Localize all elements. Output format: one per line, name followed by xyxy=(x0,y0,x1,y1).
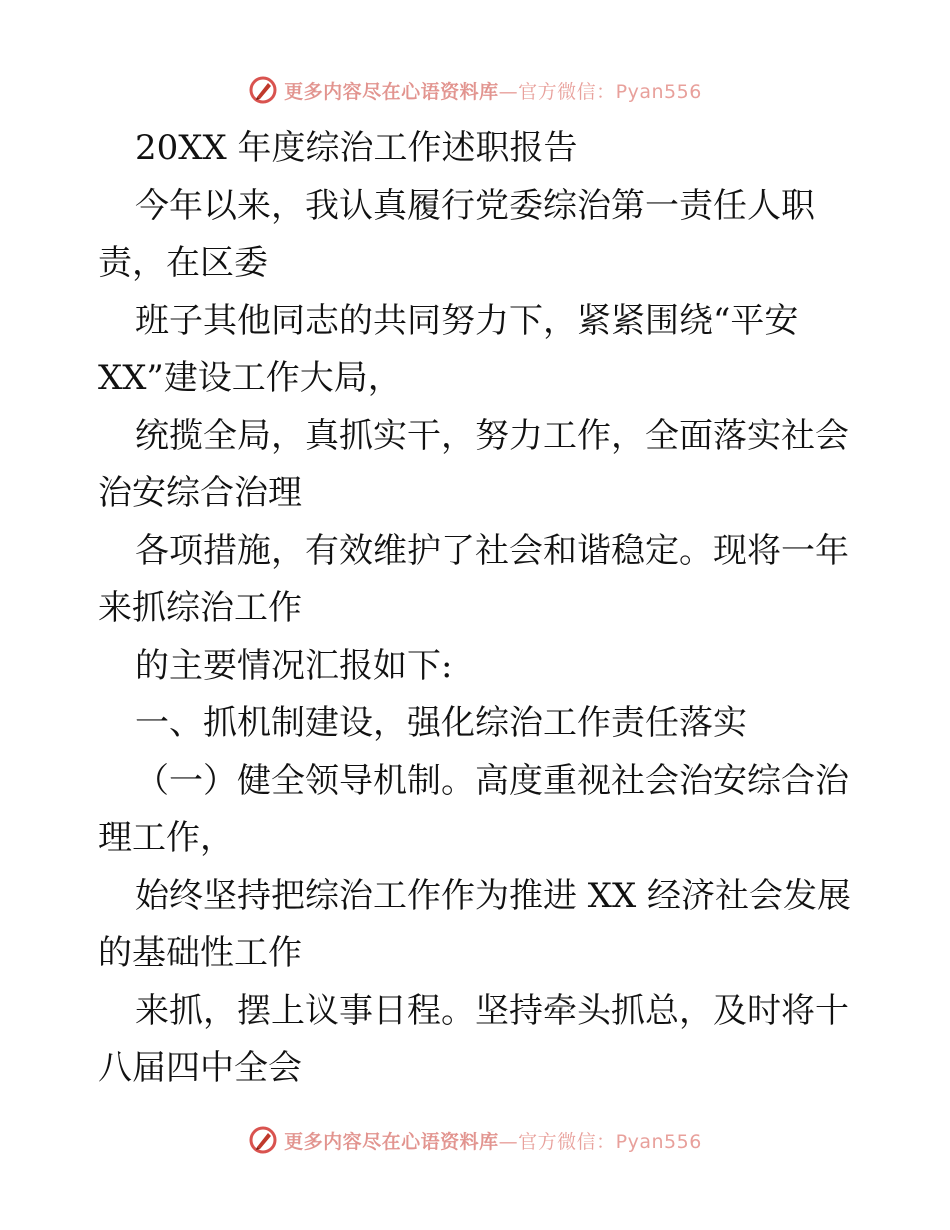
document-line: 统揽全局，真抓实干，努力工作，全面落实社会 xyxy=(135,415,849,456)
document-line: 一、抓机制建设，强化综治工作责任落实 xyxy=(135,703,747,743)
watermark-text xyxy=(284,77,702,104)
watermark-suffix-text: 官方微信：Pyan556 xyxy=(518,80,702,103)
watermark-suffix-text: 官方微信：Pyan556 xyxy=(518,1130,702,1153)
watermark-footer xyxy=(0,1122,950,1158)
pen-circle-logo-icon xyxy=(248,75,278,105)
watermark-main-text: 更多内容尽在心语资料库 xyxy=(284,1130,499,1153)
watermark-header xyxy=(0,72,950,108)
document-line: （一）健全领导机制。高度重视社会治安综合治 xyxy=(135,760,849,801)
document-line: 来抓综治工作 xyxy=(98,588,302,628)
document-line: 的基础性工作 xyxy=(98,933,302,973)
watermark-text xyxy=(284,1127,702,1154)
document-line: 班子其他同志的共同努力下，紧紧围绕“平安 xyxy=(135,300,799,341)
document-line: 治安综合治理 xyxy=(98,473,302,513)
document-line: 始终坚持把综治工作作为推进 XX 经济社会发展 xyxy=(135,875,852,916)
document-line: 来抓，摆上议事日程。坚持牵头抓总，及时将十 xyxy=(135,990,849,1031)
watermark-main-text: 更多内容尽在心语资料库 xyxy=(284,80,499,103)
document-line: 八届四中全会 xyxy=(98,1048,302,1088)
watermark-separator: — xyxy=(498,80,519,103)
document-line: 的主要情况汇报如下: xyxy=(135,645,453,686)
document-line: 责，在区委 xyxy=(98,243,268,283)
document-line: 理工作， xyxy=(98,818,234,858)
document-line: 今年以来，我认真履行党委综治第一责任人职 xyxy=(135,185,815,226)
watermark-separator: — xyxy=(498,1130,519,1153)
document-body xyxy=(98,120,858,1098)
document-line: XX”建设工作大局， xyxy=(98,358,402,398)
document-line: 20XX 年度综治工作述职报告 xyxy=(135,128,578,168)
pen-circle-logo-icon xyxy=(248,1125,278,1155)
document-line: 各项措施，有效维护了社会和谐稳定。现将一年 xyxy=(135,530,849,571)
